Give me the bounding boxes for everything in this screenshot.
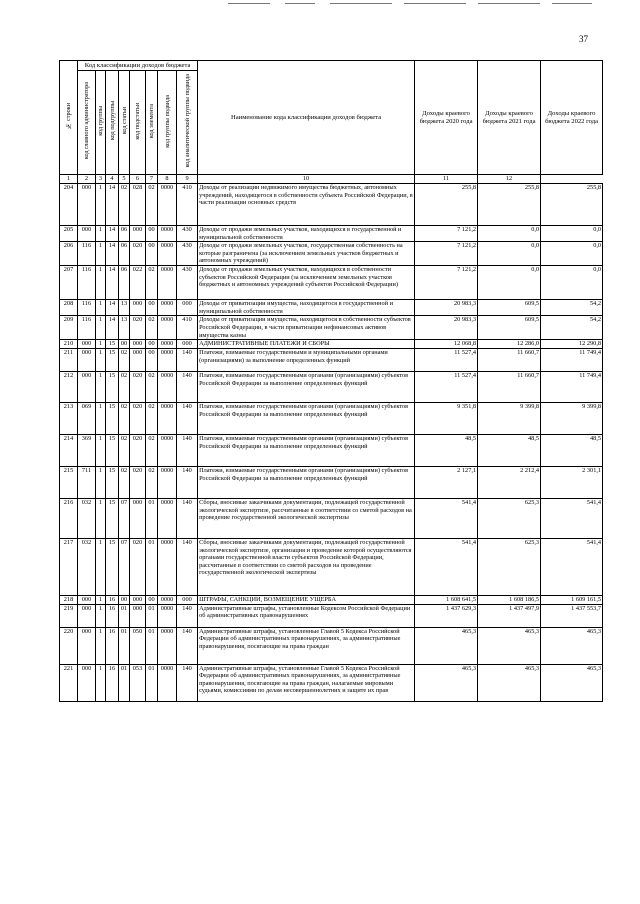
value-2020: 7 121,2	[415, 266, 478, 300]
value-2022: 2 301,1	[541, 466, 603, 498]
col-2020-header: Доходы краевого бюджета 2020 года	[415, 61, 478, 175]
element-code: 00	[146, 242, 158, 266]
value-2021: 609,5	[478, 316, 541, 340]
subvid-group-code: 0000	[158, 266, 177, 300]
subvid-group-code: 0000	[158, 664, 177, 701]
top-rule-2	[285, 3, 315, 4]
element-code: 02	[146, 266, 158, 300]
admin-code: 000	[78, 627, 96, 664]
subgroup-code: 16	[106, 627, 119, 664]
article-code: 01	[119, 627, 130, 664]
row-name: Административные штрафы, установленные Кодексом Российской Федерации об административных правонарушениях	[198, 604, 415, 627]
row-number: 209	[60, 316, 78, 340]
subgroup-code: 14	[106, 300, 119, 316]
group-code: 1	[96, 627, 106, 664]
subarticle-code: 000	[130, 604, 146, 627]
group-code: 1	[96, 498, 106, 538]
value-2022: 54,2	[541, 316, 603, 340]
value-2021: 11 660,7	[478, 371, 541, 402]
value-2021: 1 437 497,9	[478, 604, 541, 627]
value-2022: 1 437 553,7	[541, 604, 603, 627]
value-2022: 48,5	[541, 434, 603, 466]
subvid-group-code: 0000	[158, 184, 177, 226]
col-2022-header: Доходы краевого бюджета 2022 года	[541, 61, 603, 175]
row-name: Платежи, взимаемые государственными органами (организациями) субъектов Российской Федерации за выполнение определенных функций	[198, 466, 415, 498]
admin-code: 000	[78, 184, 96, 226]
subarticle-code: 000	[130, 226, 146, 242]
element-code: 01	[146, 627, 158, 664]
article-code: 02	[119, 348, 130, 371]
analytic-group-code: 140	[177, 664, 198, 701]
row-name: АДМИНИСТРАТИВНЫЕ ПЛАТЕЖИ И СБОРЫ	[198, 340, 415, 349]
article-code: 02	[119, 466, 130, 498]
subarticle-code: 053	[130, 664, 146, 701]
article-code: 07	[119, 498, 130, 538]
subarticle-code: 000	[130, 340, 146, 349]
value-2022: 11 749,4	[541, 348, 603, 371]
col-element-header: код элемента	[146, 71, 158, 175]
col-number: 3	[96, 175, 106, 184]
admin-code: 116	[78, 300, 96, 316]
value-2022: 0,0	[541, 226, 603, 242]
row-number: 212	[60, 371, 78, 402]
subvid-group-code: 0000	[158, 242, 177, 266]
subgroup-code: 16	[106, 604, 119, 627]
article-code: 01	[119, 604, 130, 627]
subarticle-code: 050	[130, 627, 146, 664]
value-2021: 9 399,8	[478, 402, 541, 434]
top-rule-3	[330, 3, 392, 4]
value-2022: 255,8	[541, 184, 603, 226]
row-number: 210	[60, 340, 78, 349]
analytic-group-code: 140	[177, 348, 198, 371]
table-row	[60, 266, 603, 300]
value-2022: 465,3	[541, 627, 603, 664]
subvid-group-code: 0000	[158, 434, 177, 466]
table-row	[60, 340, 603, 349]
header-group-row	[60, 61, 603, 71]
row-number: 204	[60, 184, 78, 226]
subgroup-code: 14	[106, 184, 119, 226]
subvid-group-code: 0000	[158, 402, 177, 434]
table-row	[60, 434, 603, 466]
row-name: Доходы от продажи земельных участков, находящихся в государственной и муниципальной собственности	[198, 226, 415, 242]
subvid-group-code: 0000	[158, 300, 177, 316]
subarticle-code: 020	[130, 402, 146, 434]
subvid-group-code: 0000	[158, 627, 177, 664]
analytic-group-code: 000	[177, 340, 198, 349]
article-code: 07	[119, 538, 130, 595]
subgroup-code: 15	[106, 498, 119, 538]
analytic-group-code: 140	[177, 434, 198, 466]
classification-group-header: Код классификации доходов бюджета	[78, 61, 198, 71]
value-2020: 20 983,3	[415, 316, 478, 340]
value-2021: 465,3	[478, 627, 541, 664]
subgroup-code: 14	[106, 266, 119, 300]
value-2022: 54,2	[541, 300, 603, 316]
value-2021: 11 660,7	[478, 348, 541, 371]
col-number: 2	[78, 175, 96, 184]
element-code: 02	[146, 402, 158, 434]
subgroup-code: 15	[106, 402, 119, 434]
analytic-group-code: 430	[177, 266, 198, 300]
col-group-header: код группы	[96, 71, 106, 175]
value-2021: 0,0	[478, 226, 541, 242]
analytic-group-code: 430	[177, 226, 198, 242]
analytic-group-code: 000	[177, 595, 198, 604]
table-row	[60, 595, 603, 604]
element-code: 02	[146, 434, 158, 466]
article-code: 06	[119, 242, 130, 266]
admin-code: 032	[78, 538, 96, 595]
row-number: 221	[60, 664, 78, 701]
value-2022: 0,0	[541, 242, 603, 266]
row-number: 216	[60, 498, 78, 538]
table-body	[60, 184, 603, 702]
group-code: 1	[96, 300, 106, 316]
value-2020: 2 127,1	[415, 466, 478, 498]
element-code: 02	[146, 371, 158, 402]
col-number: 5	[119, 175, 130, 184]
row-name: Доходы от приватизации имущества, находящегося в собственности субъектов Российской Федерации, в части приватизации нефинансовых активов имущества казны	[198, 316, 415, 340]
subgroup-code: 15	[106, 538, 119, 595]
col-number: 10	[198, 175, 415, 184]
subarticle-code: 020	[130, 538, 146, 595]
row-name: Административные штрафы, установленные Главой 5 Кодекса Российской Федерации об административных правонарушениях, за административные правонарушения, посягающие на права граждан, налагаемые мировыми судьями, комиссиями по делам несовершеннолетних и защите их прав	[198, 664, 415, 701]
value-2021: 2 212,4	[478, 466, 541, 498]
budget-table-wrapper	[59, 60, 602, 702]
row-name: Сборы, вносимые заказчиками документации, подлежащей государственной экологической экспертизе, организация и проведение которой осуществляются органами государственной власти субъектов Российской Федерации, рассчитанные в соответствии со сметой расходов на проведение государственной экологической экспертизы	[198, 538, 415, 595]
subgroup-code: 16	[106, 595, 119, 604]
value-2020: 7 121,2	[415, 226, 478, 242]
article-code: 13	[119, 300, 130, 316]
value-2022: 465,3	[541, 664, 603, 701]
row-number: 220	[60, 627, 78, 664]
article-code: 06	[119, 266, 130, 300]
element-code: 00	[146, 300, 158, 316]
value-2020: 9 351,8	[415, 402, 478, 434]
article-code: 02	[119, 402, 130, 434]
subvid-group-code: 0000	[158, 604, 177, 627]
row-name: Платежи, взимаемые государственными и муниципальными органами (организациями) за выполнение определенных функций	[198, 348, 415, 371]
admin-code: 000	[78, 604, 96, 627]
subgroup-code: 15	[106, 348, 119, 371]
col-subarticle-header: код подстатьи	[130, 71, 146, 175]
subvid-group-code: 0000	[158, 538, 177, 595]
analytic-group-code: 140	[177, 466, 198, 498]
row-name: Административные штрафы, установленные Главой 5 Кодекса Российской Федерации об административных правонарушениях, за административные правонарушения, посягающие на права граждан	[198, 627, 415, 664]
row-name: Платежи, взимаемые государственными органами (организациями) субъектов Российской Федерации за выполнение определенных функций	[198, 434, 415, 466]
value-2021: 609,5	[478, 300, 541, 316]
subgroup-code: 15	[106, 434, 119, 466]
value-2021: 12 286,0	[478, 340, 541, 349]
subgroup-code: 15	[106, 340, 119, 349]
element-code: 01	[146, 604, 158, 627]
page-number: 37	[579, 34, 588, 44]
subarticle-code: 028	[130, 184, 146, 226]
table-row	[60, 627, 603, 664]
value-2022: 541,4	[541, 538, 603, 595]
element-code: 02	[146, 316, 158, 340]
col-subvid-group-header: код группы подвида	[158, 71, 177, 175]
element-code: 01	[146, 498, 158, 538]
group-code: 1	[96, 664, 106, 701]
admin-code: 000	[78, 340, 96, 349]
table-row	[60, 538, 603, 595]
col-2021-header: Доходы краевого бюджета 2021 года	[478, 61, 541, 175]
value-2022: 9 399,8	[541, 402, 603, 434]
subarticle-code: 020	[130, 371, 146, 402]
row-number: 215	[60, 466, 78, 498]
element-code: 01	[146, 538, 158, 595]
top-rule-1	[228, 3, 270, 4]
row-number: 219	[60, 604, 78, 627]
admin-code: 032	[78, 498, 96, 538]
row-number: 213	[60, 402, 78, 434]
row-number: 214	[60, 434, 78, 466]
admin-code: 000	[78, 371, 96, 402]
admin-code: 000	[78, 664, 96, 701]
analytic-group-code: 430	[177, 242, 198, 266]
analytic-group-code: 140	[177, 498, 198, 538]
col-number: 1	[60, 175, 78, 184]
subarticle-code: 022	[130, 266, 146, 300]
value-2020: 1 608 641,5	[415, 595, 478, 604]
top-rule-6	[552, 3, 592, 4]
col-number: 6	[130, 175, 146, 184]
subarticle-code: 000	[130, 348, 146, 371]
group-code: 1	[96, 226, 106, 242]
col-number: 11	[415, 175, 478, 184]
analytic-group-code: 410	[177, 184, 198, 226]
col-number: 9	[177, 175, 198, 184]
row-name: Сборы, вносимые заказчиками документации, подлежащей государственной экологической экспертизе, рассчитанные в соответствии со сметой расходов на проведение государственной экологической экспертизы	[198, 498, 415, 538]
table-row	[60, 498, 603, 538]
value-2020: 465,3	[415, 664, 478, 701]
table-row	[60, 466, 603, 498]
admin-code: 116	[78, 266, 96, 300]
admin-code: 000	[78, 348, 96, 371]
subvid-group-code: 0000	[158, 595, 177, 604]
value-2022: 541,4	[541, 498, 603, 538]
group-code: 1	[96, 604, 106, 627]
group-code: 1	[96, 434, 106, 466]
subgroup-code: 16	[106, 664, 119, 701]
group-code: 1	[96, 266, 106, 300]
value-2020: 541,4	[415, 498, 478, 538]
group-code: 1	[96, 402, 106, 434]
value-2021: 48,5	[478, 434, 541, 466]
analytic-group-code: 140	[177, 604, 198, 627]
value-2022: 0,0	[541, 266, 603, 300]
table-row	[60, 402, 603, 434]
table-row	[60, 184, 603, 226]
value-2022: 1 609 161,5	[541, 595, 603, 604]
subvid-group-code: 0000	[158, 340, 177, 349]
row-number: 208	[60, 300, 78, 316]
top-rule-4	[404, 3, 466, 4]
subarticle-code: 020	[130, 466, 146, 498]
article-code: 06	[119, 226, 130, 242]
table-row	[60, 348, 603, 371]
group-code: 1	[96, 340, 106, 349]
value-2020: 255,8	[415, 184, 478, 226]
group-code: 1	[96, 466, 106, 498]
element-code: 00	[146, 348, 158, 371]
row-number: 217	[60, 538, 78, 595]
group-code: 1	[96, 538, 106, 595]
row-name: Доходы от продажи земельных участков, находящихся в собственности субъектов Российской Федерации (за исключением земельных участков бюджетных и автономных учреждений субъектов Российской Федерации)	[198, 266, 415, 300]
row-name: Доходы от реализации недвижимого имущества бюджетных, автономных учреждений, находящегося в собственности субъекта Российской Федерации, в части реализации основных средств	[198, 184, 415, 226]
value-2021: 625,3	[478, 498, 541, 538]
article-code: 02	[119, 184, 130, 226]
table-row	[60, 371, 603, 402]
article-code: 00	[119, 595, 130, 604]
article-code: 02	[119, 371, 130, 402]
admin-code: 711	[78, 466, 96, 498]
element-code: 02	[146, 466, 158, 498]
value-2021: 625,3	[478, 538, 541, 595]
col-analytic-group-header: код аналитической группы подвида	[177, 71, 198, 175]
row-name: ШТРАФЫ, САНКЦИИ, ВОЗМЕЩЕНИЕ УЩЕРБА	[198, 595, 415, 604]
admin-code: 116	[78, 242, 96, 266]
value-2022: 12 290,8	[541, 340, 603, 349]
subarticle-code: 000	[130, 300, 146, 316]
group-code: 1	[96, 348, 106, 371]
article-code: 13	[119, 316, 130, 340]
value-2021: 255,8	[478, 184, 541, 226]
row-name: Платежи, взимаемые государственными органами (организациями) субъектов Российской Федерации за выполнение определенных функций	[198, 371, 415, 402]
row-name: Доходы от приватизации имущества, находящегося в государственной и муниципальной собственности	[198, 300, 415, 316]
admin-code: 369	[78, 434, 96, 466]
group-code: 1	[96, 316, 106, 340]
subvid-group-code: 0000	[158, 466, 177, 498]
subgroup-code: 15	[106, 466, 119, 498]
subgroup-code: 15	[106, 371, 119, 402]
subarticle-code: 000	[130, 498, 146, 538]
table-row	[60, 604, 603, 627]
col-subgroup-header: код подгруппы	[106, 71, 119, 175]
budget-table	[59, 60, 603, 702]
analytic-group-code: 410	[177, 316, 198, 340]
table-row	[60, 316, 603, 340]
admin-code: 000	[78, 226, 96, 242]
analytic-group-code: 140	[177, 627, 198, 664]
element-code: 01	[146, 664, 158, 701]
analytic-group-code: 140	[177, 371, 198, 402]
article-code: 02	[119, 434, 130, 466]
value-2021: 465,3	[478, 664, 541, 701]
row-name: Доходы от продажи земельных участков, государственная собственность на которые разграничена (за исключением земельных участков бюджетных и автономных учреждений)	[198, 242, 415, 266]
value-2020: 48,5	[415, 434, 478, 466]
subgroup-code: 14	[106, 316, 119, 340]
value-2020: 11 527,4	[415, 371, 478, 402]
value-2020: 465,3	[415, 627, 478, 664]
col-number: 4	[106, 175, 119, 184]
subgroup-code: 14	[106, 242, 119, 266]
value-2020: 1 437 629,3	[415, 604, 478, 627]
table-row	[60, 226, 603, 242]
top-rule-5	[478, 3, 540, 4]
group-code: 1	[96, 242, 106, 266]
table-row	[60, 664, 603, 701]
subvid-group-code: 0000	[158, 348, 177, 371]
group-code: 1	[96, 184, 106, 226]
admin-code: 000	[78, 595, 96, 604]
column-number-row	[60, 175, 603, 184]
table-row	[60, 300, 603, 316]
value-2020: 11 527,4	[415, 348, 478, 371]
admin-code: 069	[78, 402, 96, 434]
analytic-group-code: 000	[177, 300, 198, 316]
row-name: Платежи, взимаемые государственными органами (организациями) субъектов Российской Федерации за выполнение определенных функций	[198, 402, 415, 434]
row-number: 211	[60, 348, 78, 371]
table-row	[60, 242, 603, 266]
value-2021: 0,0	[478, 242, 541, 266]
subarticle-code: 020	[130, 434, 146, 466]
subarticle-code: 020	[130, 316, 146, 340]
value-2020: 541,4	[415, 538, 478, 595]
col-name-header: Наименование кода классификации доходов бюджета	[198, 61, 415, 175]
subvid-group-code: 0000	[158, 226, 177, 242]
value-2021: 0,0	[478, 266, 541, 300]
value-2020: 20 983,3	[415, 300, 478, 316]
col-number: 12	[478, 175, 541, 184]
subarticle-code: 020	[130, 242, 146, 266]
subvid-group-code: 0000	[158, 371, 177, 402]
analytic-group-code: 140	[177, 538, 198, 595]
row-number: 207	[60, 266, 78, 300]
subvid-group-code: 0000	[158, 316, 177, 340]
value-2020: 12 068,8	[415, 340, 478, 349]
analytic-group-code: 140	[177, 402, 198, 434]
article-code: 00	[119, 340, 130, 349]
element-code: 00	[146, 226, 158, 242]
col-row-no-header: № строки	[60, 61, 78, 175]
value-2021: 1 608 186,5	[478, 595, 541, 604]
col-article-header: код статьи	[119, 71, 130, 175]
element-code: 02	[146, 184, 158, 226]
row-number: 218	[60, 595, 78, 604]
col-number: 8	[158, 175, 177, 184]
row-number: 205	[60, 226, 78, 242]
group-code: 1	[96, 595, 106, 604]
subarticle-code: 000	[130, 595, 146, 604]
col-number: 7	[146, 175, 158, 184]
col-admin-header: код главного администратора	[78, 71, 96, 175]
subgroup-code: 14	[106, 226, 119, 242]
element-code: 00	[146, 595, 158, 604]
value-2020: 7 121,2	[415, 242, 478, 266]
admin-code: 116	[78, 316, 96, 340]
subvid-group-code: 0000	[158, 498, 177, 538]
group-code: 1	[96, 371, 106, 402]
row-number: 206	[60, 242, 78, 266]
value-2022: 11 749,4	[541, 371, 603, 402]
element-code: 00	[146, 340, 158, 349]
article-code: 01	[119, 664, 130, 701]
